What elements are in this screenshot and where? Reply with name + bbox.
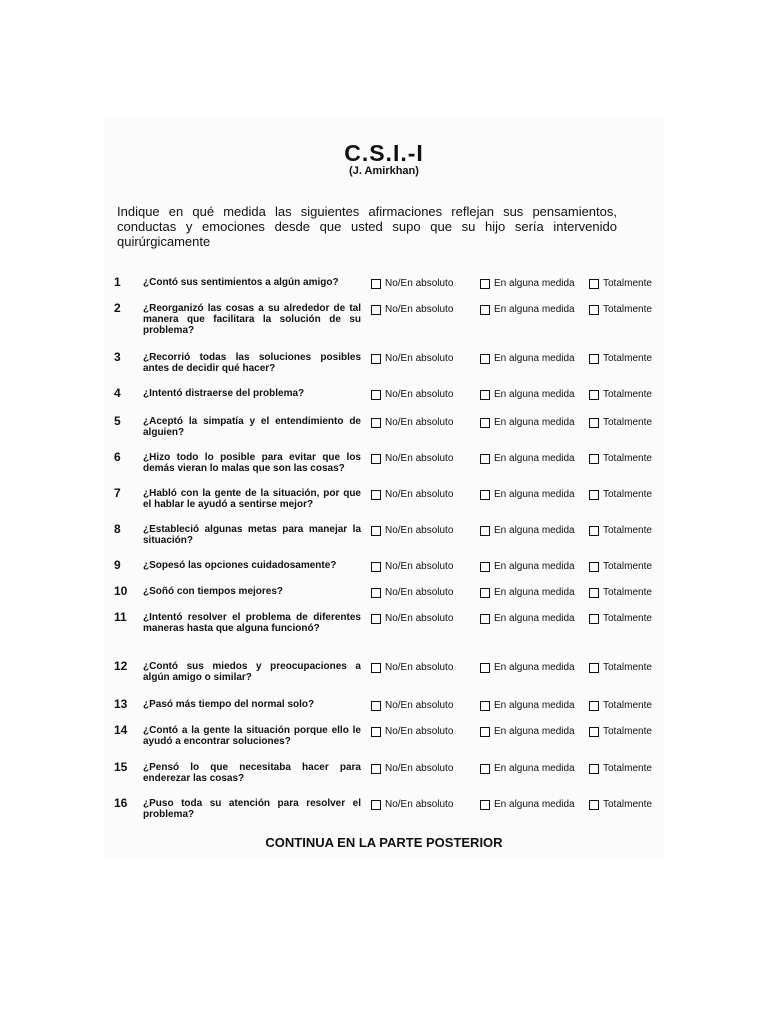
question-text: ¿Pasó más tiempo del normal solo? xyxy=(143,699,315,710)
option-en-alguna-medida[interactable] xyxy=(480,587,575,598)
option-en-alguna-medida[interactable] xyxy=(480,799,575,810)
checkbox-icon[interactable] xyxy=(589,279,599,289)
question-number: 12 xyxy=(114,659,128,673)
option-label: Totalmente xyxy=(603,613,652,624)
option-totalmente[interactable] xyxy=(589,587,652,598)
checkbox-icon[interactable] xyxy=(480,490,490,500)
checkbox-icon[interactable] xyxy=(589,800,599,810)
option-label: No/En absoluto xyxy=(385,389,454,400)
question-number: 8 xyxy=(114,522,121,536)
checkbox-icon[interactable] xyxy=(371,390,381,400)
option-no-en-absoluto[interactable] xyxy=(371,662,453,673)
option-no-en-absoluto[interactable] xyxy=(371,700,453,711)
question-text: ¿Contó sus sentimientos a algún amigo? xyxy=(143,277,339,288)
option-label: No/En absoluto xyxy=(385,799,454,810)
option-en-alguna-medida[interactable] xyxy=(480,525,575,536)
question-text: ¿Pensó lo que necesitaba hacer para enderezar las cosas? xyxy=(143,762,361,784)
option-label: En alguna medida xyxy=(494,561,575,572)
option-label: No/En absoluto xyxy=(385,662,454,673)
checkbox-icon[interactable] xyxy=(371,701,381,711)
checkbox-icon[interactable] xyxy=(589,562,599,572)
checkbox-icon[interactable] xyxy=(589,418,599,428)
option-en-alguna-medida[interactable] xyxy=(480,561,575,572)
question-text: ¿Aceptó la simpatía y el entendimiento de alguien? xyxy=(143,416,361,438)
option-en-alguna-medida[interactable] xyxy=(480,662,575,673)
question-number: 4 xyxy=(114,386,121,400)
option-no-en-absoluto[interactable] xyxy=(371,726,453,737)
option-totalmente[interactable] xyxy=(589,453,652,464)
checkbox-icon[interactable] xyxy=(480,526,490,536)
option-no-en-absoluto[interactable] xyxy=(371,613,453,624)
question-text: ¿Contó a la gente la situación porque ello le ayudó a encontrar soluciones? xyxy=(143,725,361,747)
option-label: Totalmente xyxy=(603,304,652,315)
option-en-alguna-medida[interactable] xyxy=(480,278,575,289)
checkbox-icon[interactable] xyxy=(371,614,381,624)
option-no-en-absoluto[interactable] xyxy=(371,525,453,536)
checkbox-icon[interactable] xyxy=(371,588,381,598)
option-no-en-absoluto[interactable] xyxy=(371,799,453,810)
option-label: No/En absoluto xyxy=(385,613,454,624)
question-text: ¿Habló con la gente de la situación, por que el hablar le ayudó a sentirse mejor? xyxy=(143,488,361,510)
option-label: En alguna medida xyxy=(494,353,575,364)
checkbox-icon[interactable] xyxy=(371,562,381,572)
question-number: 13 xyxy=(114,697,128,711)
checkbox-icon[interactable] xyxy=(371,727,381,737)
checkbox-icon[interactable] xyxy=(589,454,599,464)
option-label: No/En absoluto xyxy=(385,700,454,711)
option-label: No/En absoluto xyxy=(385,278,454,289)
option-label: Totalmente xyxy=(603,489,652,500)
option-label: Totalmente xyxy=(603,389,652,400)
option-en-alguna-medida[interactable] xyxy=(480,489,575,500)
question-number: 2 xyxy=(114,301,121,315)
option-label: No/En absoluto xyxy=(385,489,454,500)
option-label: No/En absoluto xyxy=(385,763,454,774)
option-label: Totalmente xyxy=(603,417,652,428)
question-text: ¿Soñó con tiempos mejores? xyxy=(143,586,284,597)
checkbox-icon[interactable] xyxy=(371,764,381,774)
option-label: Totalmente xyxy=(603,561,652,572)
option-label: No/En absoluto xyxy=(385,453,454,464)
question-number: 3 xyxy=(114,350,121,364)
question-number: 14 xyxy=(114,723,128,737)
checkbox-icon[interactable] xyxy=(589,764,599,774)
option-totalmente[interactable] xyxy=(589,278,652,289)
option-label: En alguna medida xyxy=(494,417,575,428)
question-number: 11 xyxy=(114,610,127,624)
checkbox-icon[interactable] xyxy=(589,354,599,364)
option-label: Totalmente xyxy=(603,662,652,673)
option-label: En alguna medida xyxy=(494,587,575,598)
option-label: No/En absoluto xyxy=(385,353,454,364)
option-label: En alguna medida xyxy=(494,763,575,774)
option-label: En alguna medida xyxy=(494,525,575,536)
question-number: 16 xyxy=(114,796,128,810)
option-label: En alguna medida xyxy=(494,799,575,810)
option-no-en-absoluto[interactable] xyxy=(371,561,453,572)
option-label: No/En absoluto xyxy=(385,304,454,315)
option-label: No/En absoluto xyxy=(385,417,454,428)
checkbox-icon[interactable] xyxy=(480,354,490,364)
option-label: Totalmente xyxy=(603,587,652,598)
page-title: C.S.I.-I xyxy=(344,140,424,166)
option-en-alguna-medida[interactable] xyxy=(480,763,575,774)
option-totalmente[interactable] xyxy=(589,525,652,536)
question-text: ¿Puso toda su atención para resolver el problema? xyxy=(143,798,361,820)
checkbox-icon[interactable] xyxy=(371,354,381,364)
option-no-en-absoluto[interactable] xyxy=(371,353,453,364)
option-totalmente[interactable] xyxy=(589,763,652,774)
checkbox-icon[interactable] xyxy=(371,454,381,464)
option-no-en-absoluto[interactable] xyxy=(371,763,453,774)
question-number: 7 xyxy=(114,486,121,500)
option-totalmente[interactable] xyxy=(589,700,652,711)
question-number: 9 xyxy=(114,558,121,572)
question-text: ¿Recorrió todas las soluciones posibles antes de decidir qué hacer? xyxy=(143,352,361,374)
checkbox-icon[interactable] xyxy=(480,764,490,774)
option-label: En alguna medida xyxy=(494,304,575,315)
option-en-alguna-medida[interactable] xyxy=(480,613,575,624)
option-label: Totalmente xyxy=(603,799,652,810)
checkbox-icon[interactable] xyxy=(589,663,599,673)
option-label: No/En absoluto xyxy=(385,561,454,572)
option-no-en-absoluto[interactable] xyxy=(371,304,453,315)
checkbox-icon[interactable] xyxy=(589,588,599,598)
checkbox-icon[interactable] xyxy=(480,663,490,673)
option-label: No/En absoluto xyxy=(385,587,454,598)
checkbox-icon[interactable] xyxy=(589,305,599,315)
checkbox-icon[interactable] xyxy=(480,562,490,572)
option-label: En alguna medida xyxy=(494,726,575,737)
question-text: ¿Estableció algunas metas para manejar la situación? xyxy=(143,524,361,546)
checkbox-icon[interactable] xyxy=(589,727,599,737)
instructions-paragraph: Indique en qué medida las siguientes afirmaciones reflejan sus pensamientos, conductas y emociones desde que usted supo que su hijo sería intervenido quirúrgicamente xyxy=(117,204,617,249)
option-no-en-absoluto[interactable] xyxy=(371,417,453,428)
checkbox-icon[interactable] xyxy=(480,800,490,810)
question-text: ¿Reorganizó las cosas a su alrededor de tal manera que facilitara la solución de su problema? xyxy=(143,303,361,336)
continue-notice: CONTINUA EN LA PARTE POSTERIOR xyxy=(265,835,503,850)
option-no-en-absoluto[interactable] xyxy=(371,453,453,464)
option-en-alguna-medida[interactable] xyxy=(480,453,575,464)
option-en-alguna-medida[interactable] xyxy=(480,353,575,364)
checkbox-icon[interactable] xyxy=(480,390,490,400)
question-number: 5 xyxy=(114,414,121,428)
option-totalmente[interactable] xyxy=(589,353,652,364)
checkbox-icon[interactable] xyxy=(589,614,599,624)
author-subtitle: (J. Amirkhan) xyxy=(349,165,419,177)
option-totalmente[interactable] xyxy=(589,561,652,572)
option-label: En alguna medida xyxy=(494,613,575,624)
option-en-alguna-medida[interactable] xyxy=(480,700,575,711)
option-no-en-absoluto[interactable] xyxy=(371,278,453,289)
checkbox-icon[interactable] xyxy=(371,800,381,810)
option-totalmente[interactable] xyxy=(589,726,652,737)
option-label: Totalmente xyxy=(603,278,652,289)
option-label: Totalmente xyxy=(603,763,652,774)
option-label: Totalmente xyxy=(603,453,652,464)
question-number: 1 xyxy=(114,275,121,289)
checkbox-icon[interactable] xyxy=(480,701,490,711)
option-en-alguna-medida[interactable] xyxy=(480,304,575,315)
checkbox-icon[interactable] xyxy=(371,279,381,289)
checkbox-icon[interactable] xyxy=(480,727,490,737)
checkbox-icon[interactable] xyxy=(589,390,599,400)
checkbox-icon[interactable] xyxy=(480,279,490,289)
option-label: Totalmente xyxy=(603,525,652,536)
option-totalmente[interactable] xyxy=(589,489,652,500)
checkbox-icon[interactable] xyxy=(371,418,381,428)
question-text: ¿Sopesó las opciones cuidadosamente? xyxy=(143,560,337,571)
question-text: ¿Contó sus miedos y preocupaciones a algún amigo o similar? xyxy=(143,661,361,683)
checkbox-icon[interactable] xyxy=(371,663,381,673)
option-label: Totalmente xyxy=(603,700,652,711)
option-en-alguna-medida[interactable] xyxy=(480,389,575,400)
option-label: Totalmente xyxy=(603,726,652,737)
option-totalmente[interactable] xyxy=(589,389,652,400)
option-totalmente[interactable] xyxy=(589,417,652,428)
option-label: Totalmente xyxy=(603,353,652,364)
option-label: No/En absoluto xyxy=(385,525,454,536)
checkbox-icon[interactable] xyxy=(371,526,381,536)
option-label: En alguna medida xyxy=(494,489,575,500)
checkbox-icon[interactable] xyxy=(371,490,381,500)
question-text: ¿Intentó distraerse del problema? xyxy=(143,388,305,399)
option-no-en-absoluto[interactable] xyxy=(371,389,453,400)
option-no-en-absoluto[interactable] xyxy=(371,489,453,500)
option-label: En alguna medida xyxy=(494,700,575,711)
option-no-en-absoluto[interactable] xyxy=(371,587,453,598)
option-label: En alguna medida xyxy=(494,389,575,400)
checkbox-icon[interactable] xyxy=(480,614,490,624)
question-number: 6 xyxy=(114,450,121,464)
option-en-alguna-medida[interactable] xyxy=(480,726,575,737)
option-totalmente[interactable] xyxy=(589,613,652,624)
checkbox-icon[interactable] xyxy=(480,418,490,428)
checkbox-icon[interactable] xyxy=(589,701,599,711)
option-label: En alguna medida xyxy=(494,662,575,673)
checkbox-icon[interactable] xyxy=(589,490,599,500)
question-number: 10 xyxy=(114,584,128,598)
option-label: En alguna medida xyxy=(494,453,575,464)
option-totalmente[interactable] xyxy=(589,304,652,315)
option-en-alguna-medida[interactable] xyxy=(480,417,575,428)
question-text: ¿Intentó resolver el problema de diferentes maneras hasta que alguna funcionó? xyxy=(143,612,361,634)
option-label: En alguna medida xyxy=(494,278,575,289)
checkbox-icon[interactable] xyxy=(589,526,599,536)
question-text: ¿Hizo todo lo posible para evitar que los demás vieran lo malas que son las cosas? xyxy=(143,452,361,474)
question-number: 15 xyxy=(114,760,128,774)
checkbox-icon[interactable] xyxy=(371,305,381,315)
checkbox-icon[interactable] xyxy=(480,305,490,315)
option-totalmente[interactable] xyxy=(589,799,652,810)
option-totalmente[interactable] xyxy=(589,662,652,673)
checkbox-icon[interactable] xyxy=(480,454,490,464)
option-label: No/En absoluto xyxy=(385,726,454,737)
checkbox-icon[interactable] xyxy=(480,588,490,598)
